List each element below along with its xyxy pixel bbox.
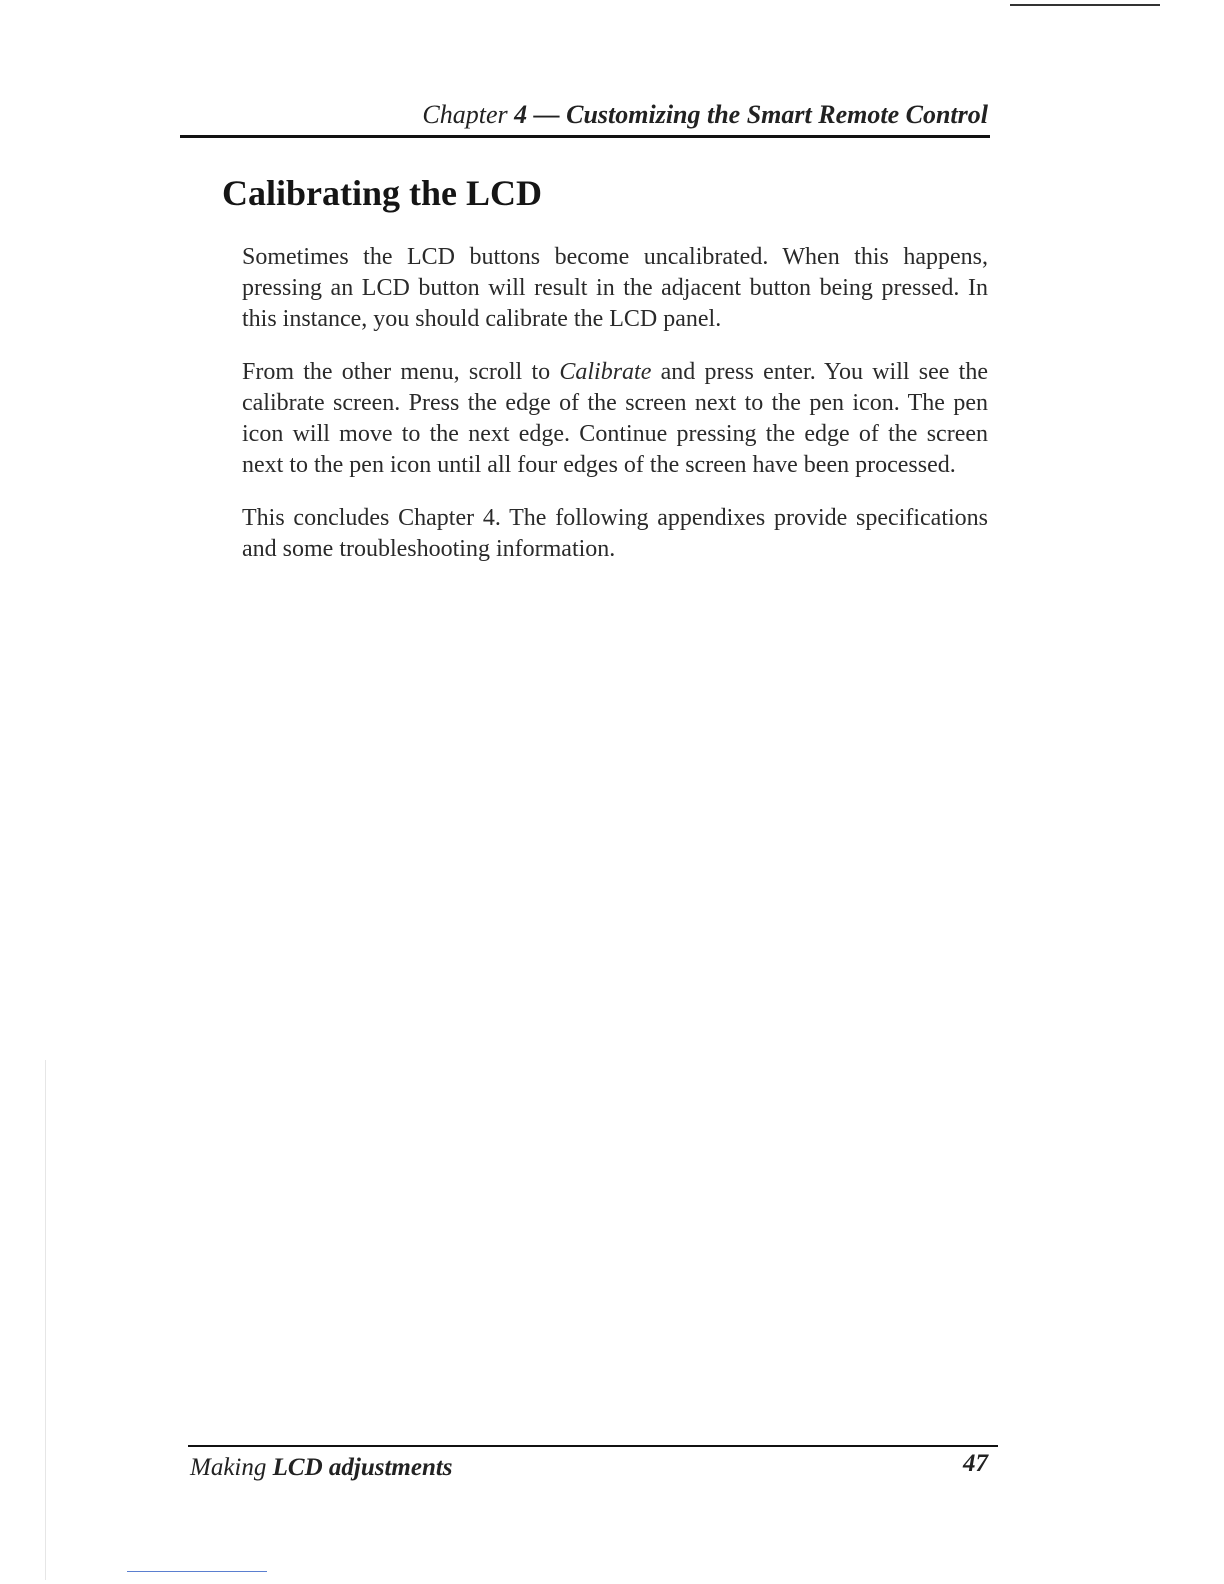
paragraph-calibrate-steps [242, 357, 988, 481]
footer-section-label [190, 1454, 453, 1482]
p2-before: From the other menu, scroll to [242, 359, 560, 385]
header-prefix: Chapter [422, 100, 515, 129]
p2-emphasis-calibrate: Calibrate [559, 359, 652, 385]
footer-label-bold: LCD adjustments [272, 1454, 453, 1481]
footer-label-plain: Making [190, 1454, 273, 1481]
header-separator: — [527, 100, 567, 129]
section-title: Calibrating the LCD [222, 173, 543, 213]
p2-after: and press enter. You will see the calibrate screen. Press the edge of the screen next to the pen icon. The pen icon will move to the next edge. Continue pressing the edge of the screen next to the pen icon until all four edges of the screen have been processed. [242, 359, 988, 478]
body-text [242, 242, 988, 587]
header-rule [180, 135, 990, 138]
header-chapter-number: 4 [514, 100, 528, 129]
page-number: 47 [963, 1450, 988, 1477]
paragraph-conclusion: This concludes Chapter 4. The following appendixes provide specifications and some troubleshooting information. [242, 505, 988, 562]
running-header [180, 100, 988, 130]
paragraph-uncalibrated: Sometimes the LCD buttons become uncalibrated. When this happens, pressing an LCD button will result in the adjacent button being pressed. In this instance, you should calibrate the LCD panel. [242, 244, 988, 332]
scan-artifact-top-line [1010, 4, 1160, 6]
footer-rule [188, 1445, 998, 1447]
scan-artifact-left-edge [45, 1060, 46, 1580]
scan-artifact-bottom-mark [127, 1571, 267, 1572]
header-chapter-title: Customizing the Smart Remote Control [566, 100, 988, 129]
